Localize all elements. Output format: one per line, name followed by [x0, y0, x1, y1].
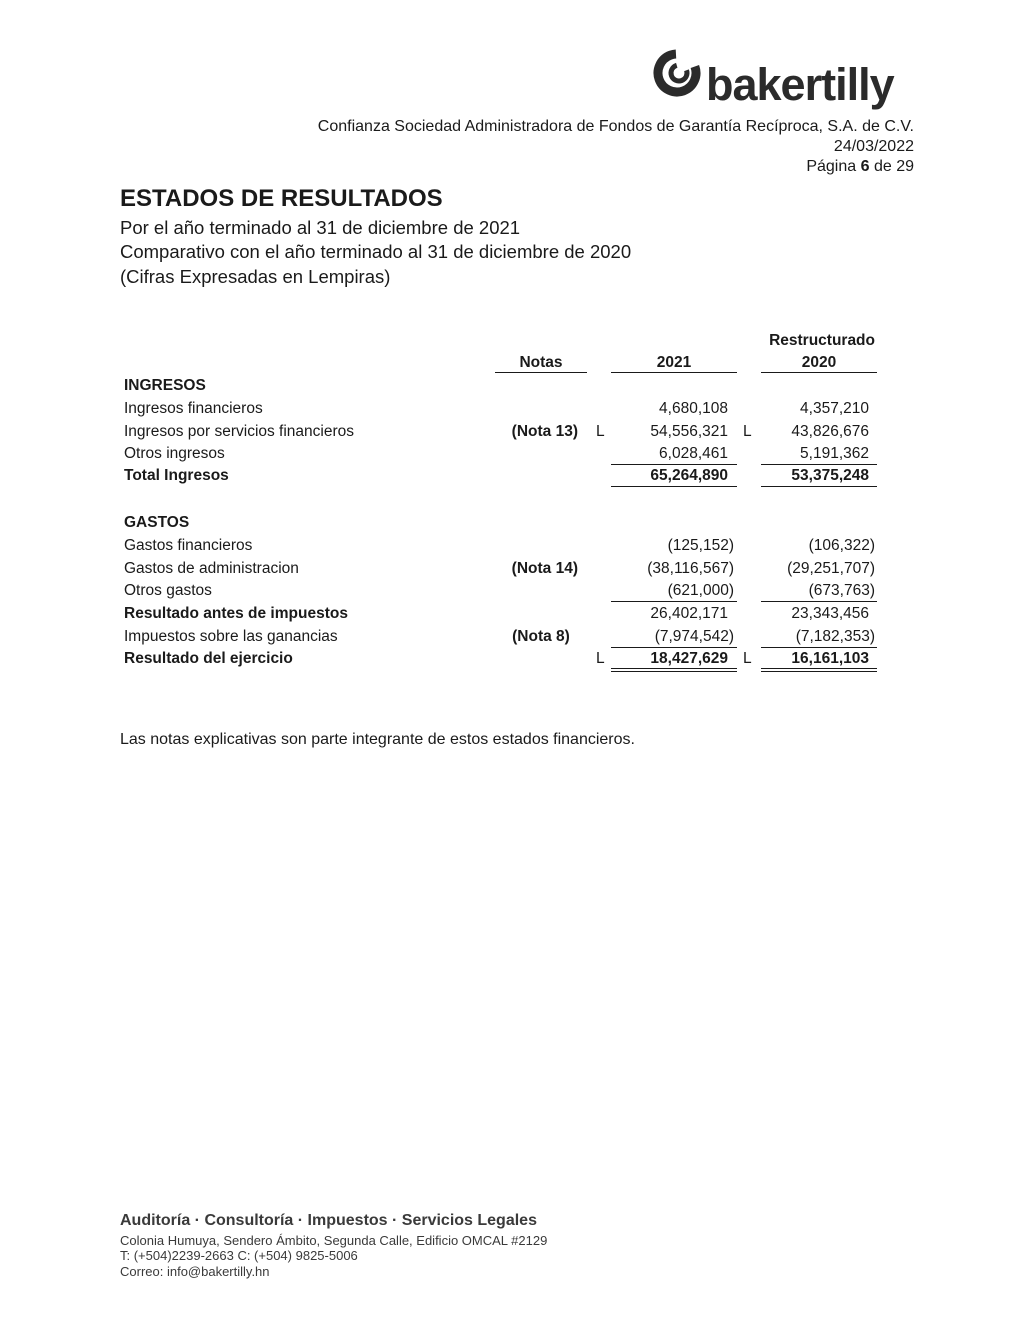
value-2020: (673,763): [808, 582, 875, 599]
value-2021: (621,000): [667, 582, 734, 599]
company-name: Confianza Sociedad Administradora de Fondos de Garantía Recíproca, S.A. de C.V.: [317, 118, 914, 135]
currency-symbol: L: [743, 423, 752, 440]
value-2020: 43,826,676: [791, 423, 869, 440]
total-rule-2020: [761, 486, 877, 487]
footer-phones: T: (+504)2239-2663 C: (+504) 9825-5006: [120, 1248, 358, 1263]
col-2020-header-rule: [761, 372, 877, 373]
page-prefix: Página: [806, 158, 857, 175]
currency-symbol: L: [596, 423, 605, 440]
row-label: Gastos de administracion: [124, 560, 299, 577]
bakertilly-logo-mark-icon: [652, 48, 702, 98]
col-2021-header: 2021: [656, 354, 692, 371]
row-label: Otros ingresos: [124, 445, 225, 462]
row-note: (Nota 14): [511, 560, 578, 577]
page-current: 6: [860, 158, 870, 175]
currency-symbol: L: [596, 650, 605, 667]
brand-name: bakertilly: [706, 59, 894, 110]
subtitle-comparative: Comparativo con el año terminado al 31 de diciembre de 2020: [120, 241, 632, 262]
result-2020: 16,161,103: [791, 650, 869, 667]
col-restructured-label: Restructurado: [769, 332, 875, 349]
tax-2021: (7,974,542): [654, 628, 734, 645]
pretax-label: Resultado antes de impuestos: [124, 605, 348, 622]
section-ingresos-heading: INGRESOS: [124, 377, 206, 394]
row-label: Ingresos por servicios financieros: [124, 423, 355, 440]
section-gastos-heading: GASTOS: [124, 514, 190, 531]
tax-2020: (7,182,353): [795, 628, 875, 645]
footer-address: Colonia Humuya, Sendero Ámbito, Segunda Calle, Edificio OMCAL #2129: [120, 1233, 548, 1248]
subtotal-rule-2021: [611, 601, 737, 602]
pretax-2020: 23,343,456: [791, 605, 869, 622]
result-top-rule-2021: [611, 647, 737, 648]
value-2020: 5,191,362: [800, 445, 869, 462]
row-label: Gastos financieros: [124, 537, 253, 554]
col-2020-header: 2020: [801, 354, 837, 371]
footer-email: Correo: info@bakertilly.hn: [120, 1264, 270, 1279]
total-rule-2021: [611, 486, 737, 487]
tax-note: (Nota 8): [512, 628, 570, 645]
value-2020: (106,322): [808, 537, 875, 554]
total-ingresos-2020: 53,375,248: [791, 467, 869, 484]
page-sep: de: [873, 158, 892, 175]
subtotal-rule-2020: [761, 464, 877, 465]
page-title: ESTADOS DE RESULTADOS: [120, 185, 443, 212]
value-2020: (29,251,707): [787, 560, 875, 577]
total-ingresos-2021: 65,264,890: [650, 467, 728, 484]
bakertilly-logo: [652, 46, 914, 118]
subtitle-period: Por el año terminado al 31 de diciembre de 2021: [120, 217, 521, 238]
subtitle-currency: (Cifras Expresadas en Lempiras): [120, 266, 391, 287]
subtotal-rule-2020: [761, 601, 877, 602]
result-label: Resultado del ejercicio: [124, 650, 293, 667]
row-note: (Nota 13): [511, 423, 578, 440]
footnote: Las notas explicativas son parte integrante de estos estados financieros.: [120, 731, 635, 748]
value-2020: 4,357,210: [800, 400, 869, 417]
report-date: 24/03/2022: [833, 138, 914, 155]
row-label: Otros gastos: [124, 582, 212, 599]
value-2021: (38,116,567): [647, 560, 734, 577]
pretax-2021: 26,402,171: [650, 605, 728, 622]
result-2021: 18,427,629: [650, 650, 728, 667]
subtotal-rule-2021: [611, 464, 737, 465]
page-indicator: [806, 158, 914, 176]
result-double-rule-2020: [761, 668, 877, 672]
result-top-rule-2020: [761, 647, 877, 648]
currency-symbol: L: [743, 650, 752, 667]
notes-header-rule: [495, 372, 587, 373]
tax-label: Impuestos sobre las ganancias: [124, 628, 338, 645]
value-2021: 54,556,321: [650, 423, 728, 440]
col-2021-header-rule: [611, 372, 737, 373]
row-label: Ingresos financieros: [124, 400, 263, 417]
result-double-rule-2021: [611, 668, 737, 672]
col-notes-header: Notas: [519, 354, 563, 371]
total-ingresos-label: Total Ingresos: [124, 467, 229, 484]
page-total: 29: [896, 158, 914, 175]
value-2021: 4,680,108: [659, 400, 728, 417]
footer-services: Auditoría · Consultoría · Impuestos · Servicios Legales: [120, 1212, 537, 1229]
value-2021: 6,028,461: [659, 445, 728, 462]
value-2021: (125,152): [667, 537, 734, 554]
